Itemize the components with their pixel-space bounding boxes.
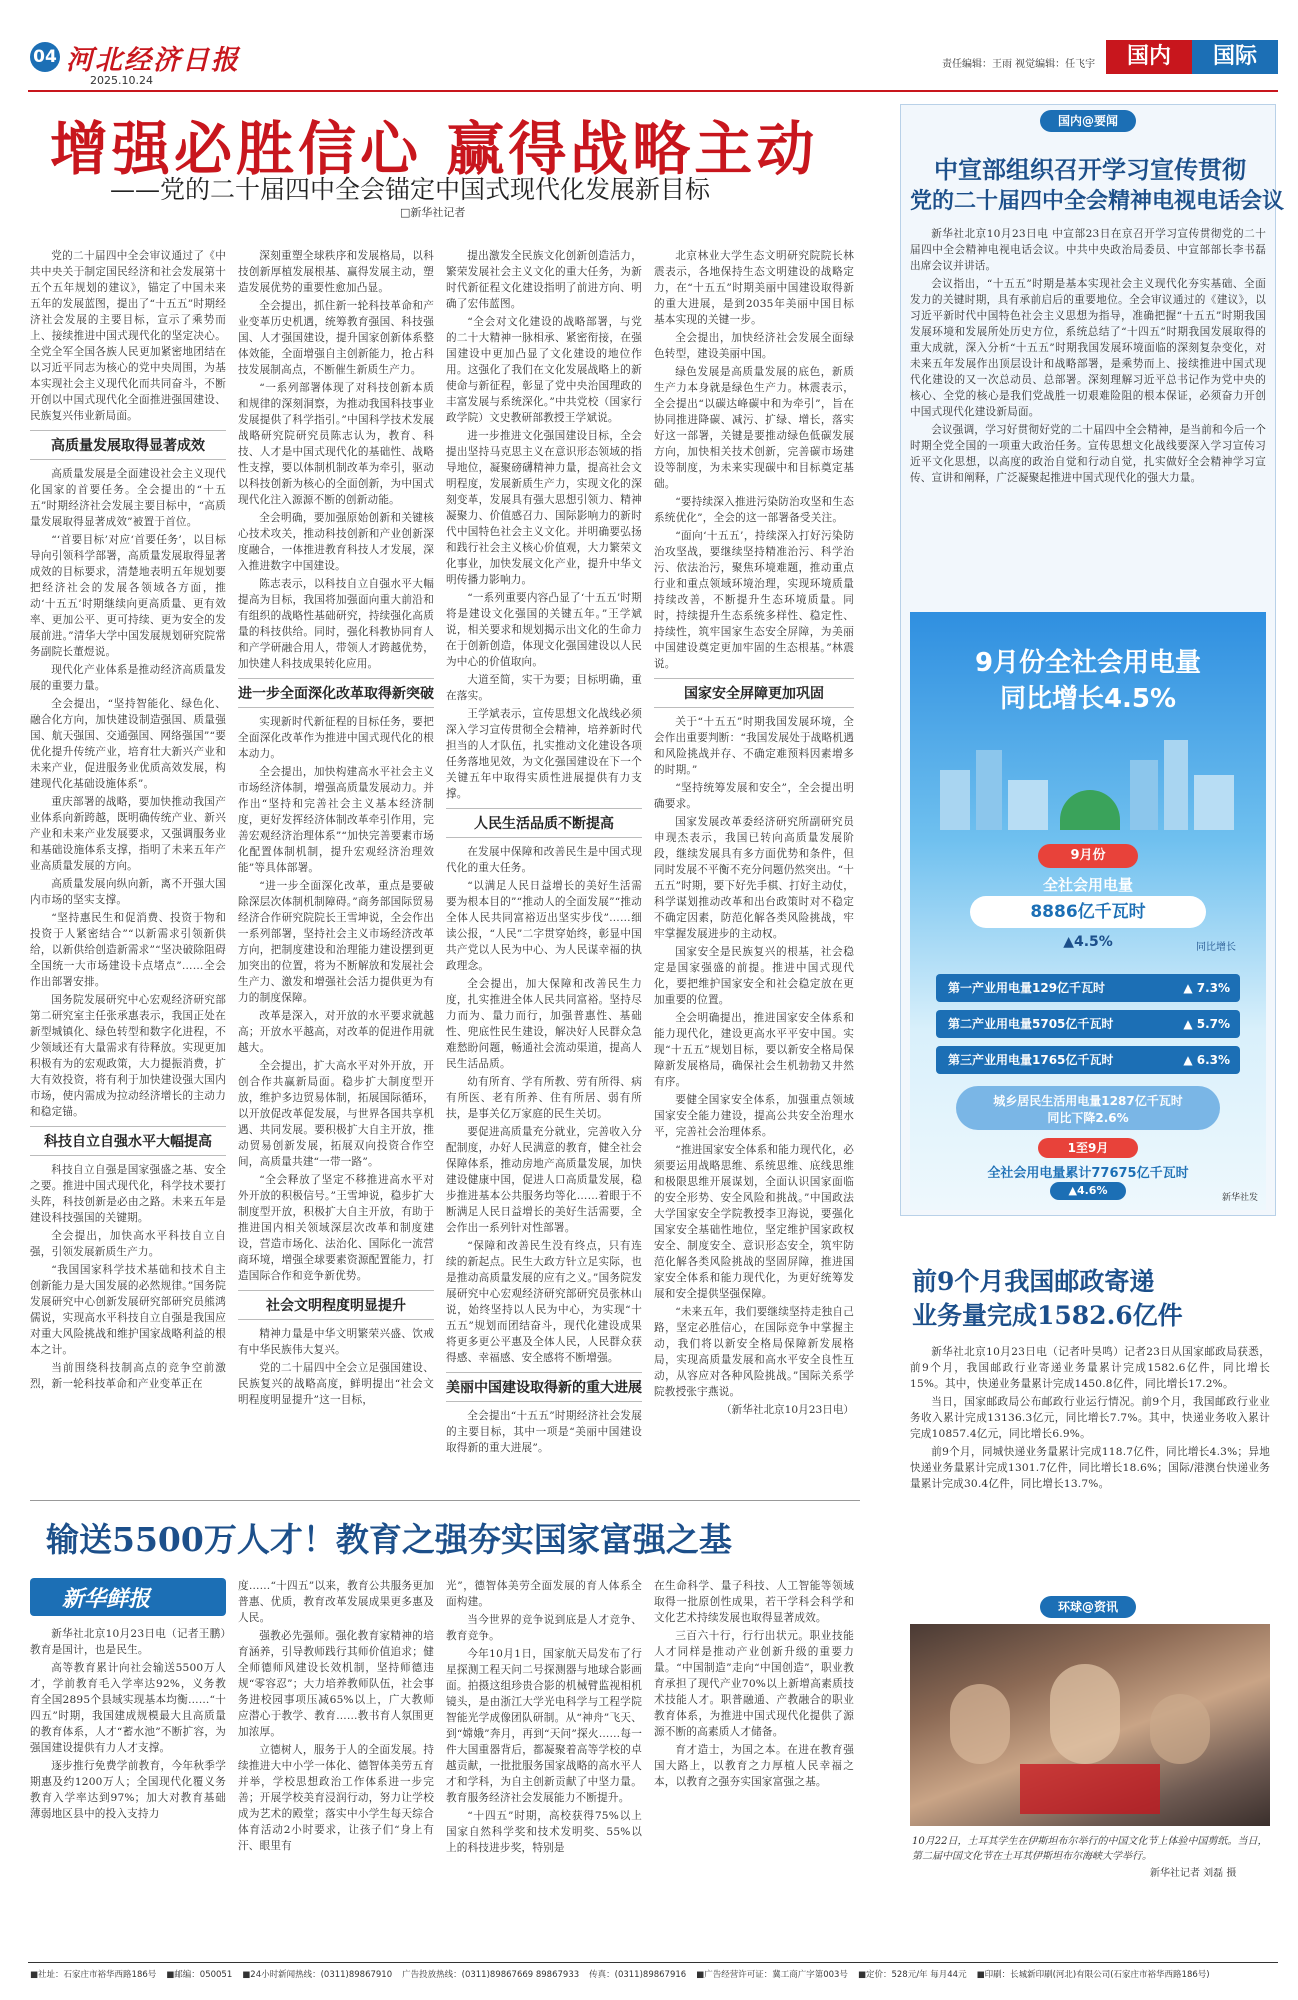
lead-paragraph: “一系列重要内容凸显了‘十五五’时期将是建设文化强国的关键五年。”王学斌说，相关要求和规划揭示出文化的生命力在于创新创造，体现文化强国建设以人民为中心的价值取向。 bbox=[446, 592, 642, 668]
lead-paragraph: 国家发展改革委经济研究所副研究员申现杰表示，我国已转向高质量发展阶段，继续发展具有多方面优势和条件，但同时发展不平衡不充分问题仍然突出。“十五五”时期，要下好先手棋、打好主动仗，科学谋划推动改革和出台政策时对不稳定不确定因素，防范化解各类风险挑战，牢牢掌握发展进步的主动权。 bbox=[654, 816, 854, 940]
domestic-news-badge: 国内@要闻 bbox=[1040, 110, 1136, 132]
lead-paragraph: 深刻重塑全球秩序和发展格局，以科技创新厚植发展根基、赢得发展主动，塑造发展优势的重要性愈加凸显。 bbox=[238, 250, 434, 294]
lead-paragraph: 要健全国家安全体系，加强重点领域国家安全能力建设，提高公共安全治理水平，完善社会治理体系。 bbox=[654, 1094, 854, 1138]
lead-paragraph: 实现新时代新征程的目标任务，要把全面深化改革作为推进中国式现代化的根本动力。 bbox=[238, 716, 434, 760]
news2-paragraph: 新华社北京10月23日电（记者叶昊鸣）记者23日从国家邮政局获悉，前9个月，我国邮政行业寄递业务量累计完成1582.6亿件，同比增长15%。其中，快递业务量累计完成1450.8亿件，同比增长17.2%。 bbox=[910, 1346, 1270, 1390]
lead-paragraph: 精神力量是中华文明繁荣兴盛、饮戒有中华民族伟大复兴。 bbox=[238, 1328, 434, 1356]
infographic-title-line1: 9月份全社会用电量 bbox=[974, 648, 1202, 678]
skyline-illustration bbox=[930, 730, 1246, 830]
lead-paragraph: “‘首要目标’对应‘首要任务’，以目标导向引领科学部署，高质量发展取得显著成效的目标要求，清楚地表明五年规划要把经济社会的发展各领域各方面，推动‘十五五’时期继续向更高质量、更有效率、更加公平、更可持续、更为安全的发展前进。”清华大学中国发展规划研究院常务副院长董煜说。 bbox=[30, 534, 226, 658]
lead-section-heading: 美丽中国建设取得新的重大进展 bbox=[446, 1372, 642, 1402]
lead-paragraph: 进一步推进文化强国建设目标，全会提出坚持马克思主义在意识形态领域的指导地位，凝聚磅礴精神力量，提高社会文明程度，发展新质生产力，实现文化的深刻变革，发展具有强大思想引领力、精神凝聚力、价值感召力、国际影响力的新时代中国特色社会主义文化。并明确要弘扬和践行社会主义核心价值观，大力繁荣文化事业，加快发展文化产业，提升中华文明传播力影响力。 bbox=[446, 430, 642, 586]
industry-row bbox=[936, 1046, 1240, 1074]
infographic-title-line2: 同比增长4.5% bbox=[999, 684, 1177, 714]
xinhua-flash-label: 新华鲜报 bbox=[62, 1586, 151, 1612]
industry-row-growth: ▲ 7.3% bbox=[1183, 981, 1230, 995]
total-value: 8886亿千瓦时 bbox=[970, 896, 1206, 928]
lead-paragraph: 高质量发展是全面建设社会主义现代化国家的首要任务。全会提出的“十五五”时期经济社会发展主要目标中，“高质量发展取得显著成效”被置于首位。 bbox=[30, 468, 226, 528]
edu-column-4 bbox=[654, 1578, 854, 1844]
news1-paragraph: 会议指出，“十五五”时期是基本实现社会主义现代化夯实基础、全面发力的关键时期，具有承前启后的重要地位。全会审议通过的《建议》，以习近平新时代中国特色社会主义思想为指导，准确把握“十五五”时期我国发展环境和发展所处历史方位，系统总结了“十四五”时期我国发展取得的重大成就，深入分析“十五五”时期我国发展环境面临的深刻复杂变化，对未来五年发展作出顶层设计和战略部署，是乘势而上、接续推进中国式现代化建设的又一次总动员、总部署。深刻理解习近平总书记作为党中央的核心、全党的核心是我们党战胜一切艰难险阻的根本保证，必须奋力开创中国式现代化建设新局面。 bbox=[910, 278, 1266, 418]
lead-paragraph: 科技自立自强是国家强盛之基、安全之要。推进中国式现代化，科学技术要打头阵，科技创新是必由之路。未来五年是建设科技强国的关键期。 bbox=[30, 1164, 226, 1224]
lead-paragraph: 重庆部署的战略，要加快推动我国产业体系向新跨越，既明确传统产业、新兴产业和未来产业发展要求，又强调服务业和基础设施体系支撑，指明了未来五年产业高质量发展的方向。 bbox=[30, 796, 226, 872]
lead-paragraph: 要促进高质量充分就业，完善收入分配制度，办好人民满意的教育，健全社会保障体系，推动房地产高质量发展，加快建设健康中国，促进人口高质量发展，稳步推进基本公共服务均等化……着眼于不断满足人民日益增长的美好生活需要，全会作出一系列针对性部署。 bbox=[446, 1126, 642, 1234]
lead-paragraph: 全会提出“十五五”时期经济社会发展的主要目标，其中一项是“美丽中国建设取得新的重大进展”。 bbox=[446, 1410, 642, 1454]
ytd-label: 全社会用电量累计77675亿千瓦时 bbox=[987, 1166, 1189, 1181]
xinhua-flash-badge bbox=[30, 1578, 226, 1616]
edu-column-3 bbox=[446, 1578, 642, 1854]
news1-body bbox=[910, 226, 1266, 602]
total-label: 全社会用电量 bbox=[1042, 876, 1133, 894]
lead-paragraph: 国务院发展研究中心宏观经济研究部第二研究室主任张承惠表示，我国正处在新型城镇化、绿色转型和数字化进程，不少领域还有大量需求有待释放。实现更加积极有为的宏观政策，大力提振消费，扩大有效投资，将有利于加快建设强大国内市场，使内需成为拉动经济增长的主动力和稳定锚。 bbox=[30, 994, 226, 1118]
edu-paragraph: 育才造士，为国之本。在进在教育强国大路上，以教育之力厚植人民幸福之本，以教育之强夯实国家富强之基。 bbox=[654, 1744, 854, 1788]
lead-paragraph: “以满足人民日益增长的美好生活需要为根本目的”“推动人的全面发展”“推动全体人民共同富裕迈出坚实步伐”……细读公报，“人民”二字贯穿始终，彰显中国共产党以人民为中心、为人民谋幸福的执政理念。 bbox=[446, 880, 642, 972]
yoy-tag: 同比增长 bbox=[1196, 942, 1236, 953]
news2-title-line1: 前9个月我国邮政寄递 bbox=[912, 1267, 1155, 1296]
lead-paragraph: “一系列部署体现了对科技创新本质和规律的深刻洞察，为推动我国科技事业发展提供了科学指引。”中国科学技术发展战略研究院研究员陈志认为，教育、科技、人才是中国式现代化的基础性、战略性支撑，要以体制机制改革为牵引，驱动以科技创新为核心的全面创新，为中国式现代化注入源源不断的创新动能。 bbox=[238, 382, 434, 506]
edu-paragraph: “十四五”时期，高校获得75%以上国家自然科学奖和技术发明奖、55%以上的科技进步奖，特别是 bbox=[446, 1810, 642, 1854]
news2-title-line2: 业务量完成1582.6亿件 bbox=[912, 1301, 1183, 1330]
edu-column-1 bbox=[30, 1626, 226, 1844]
footer-item: ■印刷：长城新印刷(河北)有限公司(石家庄市裕华西路186号) bbox=[976, 1970, 1210, 1980]
month-tag: 9月份 bbox=[1038, 844, 1138, 868]
lead-headline: 增强必胜信心 赢得战略主动 bbox=[50, 115, 819, 183]
news1-paragraph: 会议强调，学习好贯彻好党的二十届四中全会精神，是当前和今后一个时期全党全国的一项重大政治任务。宣传思想文化战线要深入学习宣传习近平文化思想，以高度的政治自觉和行动自觉，扎实做好全会精神学习宣传、宣讲和阐释，广泛凝聚起推进中国式现代化的强大力量。 bbox=[910, 424, 1266, 484]
lead-paragraph: 全会提出，加快构建高水平社会主义市场经济体制，增强高质量发展动力。并作出“坚持和完善社会主义基本经济制度，更好发挥经济体制改革牵引作用，完善宏观经济治理体系”“加快完善要素市场化配置体制机制，提升宏观经济治理效能”等具体部署。 bbox=[238, 766, 434, 874]
footer-item: ■邮编：050051 bbox=[166, 1970, 233, 1980]
tab-domestic[interactable]: 国内 bbox=[1106, 40, 1192, 74]
edu-paragraph: 今年10月1日，国家航天局发布了行星探测工程天问二号探测器与地球合影画面。拍摄这组珍贵合影的机械臂监视相机镜头，是由浙江大学光电科学与工程学院智能光学成像团队研制。从“神舟”飞天、到“嫦娥”奔月，再到“天问”探火……每一件大国重器背后，都凝聚着高等学校的卓越贡献，一批批服务国家战略的高水平人才和学科，为自主创新贡献了中坚力量。教育服务经济社会发展能力不断提升。 bbox=[446, 1648, 642, 1804]
lead-paragraph: 国家安全是民族复兴的根基，社会稳定是国家强盛的前提。推进中国式现代化，要把维护国家安全和社会稳定放在更加重要的位置。 bbox=[654, 946, 854, 1006]
news2-paragraph: 前9个月，同城快递业务量累计完成118.7亿件，同比增长4.3%；异地快递业务量累计完成1301.7亿件，同比增长18.6%；国际/港澳台快递业务量累计完成30.4亿件，同比增长13.7%。 bbox=[910, 1446, 1270, 1490]
news-photo bbox=[910, 1624, 1270, 1826]
edu-paragraph: 光”，德智体美劳全面发展的育人体系全面构建。 bbox=[446, 1580, 642, 1608]
lead-paragraph: 北京林业大学生态文明研究院院长林震表示，各地保持生态文明建设的战略定力，在“十五五”时期美丽中国建设取得新的重大进展，是到2035年美丽中国目标基本实现的关键一步。 bbox=[654, 250, 854, 326]
footer-item: 传真：(0311)89867916 bbox=[589, 1970, 687, 1980]
page-number-badge: 04 bbox=[30, 42, 60, 72]
edu-paragraph: 当今世界的竞争说到底是人才竞争、教育竞争。 bbox=[446, 1614, 642, 1642]
ytd-tag: 1至9月 bbox=[1038, 1138, 1138, 1158]
industry-row bbox=[936, 974, 1240, 1002]
lead-paragraph: 改革是深入，对开放的水平要求就越高；开放水平越高，对改革的促进作用就越大。 bbox=[238, 1010, 434, 1054]
industry-row bbox=[936, 1010, 1240, 1038]
lead-subhead: ——党的二十届四中全会锚定中国式现代化发展新目标 bbox=[110, 175, 711, 204]
lead-paragraph: “坚持统筹发展和安全”，全会提出明确要求。 bbox=[654, 782, 854, 810]
lead-paragraph: 党的二十届四中全会立足强国建设、民族复兴的战略高度，鲜明提出“社会文明程度明显提升”这一目标， bbox=[238, 1362, 434, 1406]
lead-section-heading: 高质量发展取得显著成效 bbox=[30, 430, 226, 460]
total-growth: ▲4.5% bbox=[1063, 934, 1113, 950]
infographic-credit: 新华社发 bbox=[1221, 1193, 1258, 1203]
lead-section-heading: 科技自立自强水平大幅提高 bbox=[30, 1126, 226, 1156]
lead-paragraph: 在发展中保障和改善民生是中国式现代化的重大任务。 bbox=[446, 846, 642, 874]
lead-paragraph: 大道至简，实干为要；目标明确，重在落实。 bbox=[446, 674, 642, 702]
lead-section-heading: 人民生活品质不断提高 bbox=[446, 808, 642, 838]
footer-item: ■定价：528元/年 每月44元 bbox=[857, 1970, 967, 1980]
lead-paragraph: 全会提出，加快高水平科技自立自强，引领发展新质生产力。 bbox=[30, 1230, 226, 1258]
photo-credit: 新华社记者 刘磊 摄 bbox=[1150, 1868, 1237, 1879]
lead-byline: □新华社记者 bbox=[400, 206, 466, 219]
lead-paragraph: 现代化产业体系是推动经济高质量发展的重要力量。 bbox=[30, 664, 226, 692]
lead-section-heading: 进一步全面深化改革取得新突破 bbox=[238, 678, 434, 708]
lead-paragraph: “全会对文化建设的战略部署，与党的二十大精神一脉相承、紧密衔接，在强国建设中更加凸显了文化建设的地位作用。这强化了我们在文化发展战略上的新使命与新征程，彰显了党中央治国理政的丰富发展与系统深化。”中共党校（国家行政学院）文史教研部教授王学斌说。 bbox=[446, 316, 642, 424]
lead-paragraph: “进一步全面深化改革，重点是要破除深层次体制机制障碍。”商务部国际贸易经济合作研究院院长王雪坤说，全会作出一系列部署，坚持社会主义市场经济改革方向，把制度建设和治理能力建设摆到更加突出的位置，将为不断解放和发展社会生产力、激发和增强社会活力提供更为有力的制度保障。 bbox=[238, 880, 434, 1004]
residential-line2: 同比下降2.6% bbox=[1047, 1111, 1129, 1125]
lead-paragraph: 高质量发展向纵向新，离不开强大国内市场的坚实支撑。 bbox=[30, 878, 226, 906]
industry-row-growth: ▲ 6.3% bbox=[1183, 1053, 1230, 1067]
lead-section-heading: 国家安全屏障更加巩固 bbox=[654, 678, 854, 708]
lead-paragraph: 当前围绕科技制高点的竞争空前激烈，新一轮科技革命和产业变革正在 bbox=[30, 1362, 226, 1390]
industry-row-label: 第三产业用电量1765亿千瓦时 bbox=[948, 1053, 1114, 1067]
ytd-growth: ▲4.6% bbox=[1050, 1182, 1126, 1200]
footer-bar bbox=[30, 1968, 1276, 1986]
lead-paragraph: “我国国家科学技术基础和技术自主创新能力是大国发展的必然规律。”国务院发展研究中心创新发展研究部研究员熊鸿儒说，实现高水平科技自立自强是我国应对重大风险挑战和维护国家战略利益的根本之计。 bbox=[30, 1264, 226, 1356]
edu-paragraph: 新华社北京10月23日电（记者王鹏）教育是国计，也是民生。 bbox=[30, 1628, 226, 1656]
footer-rule bbox=[28, 1962, 1278, 1963]
world-news-badge: 环球@资讯 bbox=[1040, 1596, 1136, 1618]
news1-paragraph: 新华社北京10月23日电 中宣部23日在京召开学习宣传贯彻党的二十届四中全会精神电视电话会议。中共中央政治局委员、中宣部部长李书磊出席会议并讲话。 bbox=[910, 228, 1266, 272]
edu-paragraph: 逐步推行免费学前教育，今年秋季学期惠及约1200万人；全国现代化覆义务教育入学率达到97%；加大对教育基础薄弱地区县中的投入支持力 bbox=[30, 1760, 226, 1820]
edu-paragraph: 在生命科学、量子科技、人工智能等领域取得一批原创性成果，若干学科会科学和文化艺术持续发展也取得显著成效。 bbox=[654, 1580, 854, 1624]
lead-paragraph: 全会提出，抓住新一轮科技革命和产业变革历史机遇，统筹教育强国、科技强国、人才强国建设，提升国家创新体系整体效能，全面增强自主创新能力，抢占科技发展制高点，不断催生新质生产力。 bbox=[238, 300, 434, 376]
paper-name: 河北经济日报 bbox=[66, 45, 240, 76]
issue-date: 2025.10.24 bbox=[90, 74, 153, 87]
edu-column-2 bbox=[238, 1578, 434, 1852]
lead-paragraph: 王学斌表示，宣传思想文化战线必须深入学习宣传贯彻全会精神，培养新时代担当的人才队伍，扎实推动文化建设各项任务落地见效，为文化强国建设在下一个关键五年中取得实质性进展提供有力支撑。 bbox=[446, 708, 642, 800]
industry-row-label: 第二产业用电量5705亿千瓦时 bbox=[948, 1017, 1114, 1031]
lead-paragraph: “面向‘十五五’，持续深入打好污染防治攻坚战，要继续坚持精准治污、科学治污、依法治污，聚焦环境难题，推动重点行业和重点领域环境治理，实现环境质量持续改善，不断提升生态环境质量。同时，持续提升生态系统多样性、稳定性、持续性，筑牢国家生态安全屏障，为美丽中国建设奠定更加牢固的生态根基。”林震说。 bbox=[654, 530, 854, 670]
lead-paragraph: 全会提出，“坚持智能化、绿色化、融合化方向，加快建设制造强国、质量强国、航天强国、交通强国、网络强国”“要优化提升传统产业，培育壮大新兴产业和未来产业，促进服务业优质高效发展，构建现代化基础设施体系”。 bbox=[30, 698, 226, 790]
lead-paragraph: 全会提出，扩大高水平对外开放，开创合作共赢新局面。稳步扩大制度型开放，维护多边贸易体制，拓展国际循环，以开放促改革促发展，与世界各国共享机遇、共同发展。要积极扩大自主开放，推动贸易创新发展，拓展双向投资合作空间，高质量共建“一带一路”。 bbox=[238, 1060, 434, 1168]
edu-paragraph: 立德树人，服务于人的全面发展。持续推进大中小学一体化、德智体美劳五育并举，学校思想政治工作体系进一步完善；开展学校美育浸润行动，努力让学校成为艺术的殿堂；落实中小学生每天综合体育活动2小时要求，让孩子们“身上有汗、眼里有 bbox=[238, 1744, 434, 1852]
edu-headline: 输送5500万人才！教育之强夯实国家富强之基 bbox=[46, 1520, 732, 1559]
footer-item: ■广告经营许可证：冀工商广字第003号 bbox=[696, 1970, 848, 1980]
news2-body bbox=[910, 1344, 1270, 1584]
lead-section-heading: 社会文明程度明显提升 bbox=[238, 1290, 434, 1320]
industry-row-growth: ▲ 5.7% bbox=[1183, 1017, 1230, 1031]
photo-caption: 10月22日，土耳其学生在伊斯坦布尔举行的中国文化节上体验中国剪纸。当日，第二届中国文化节在土耳其伊斯坦布尔海峡大学举行。 bbox=[912, 1836, 1268, 1862]
news1-title-line1: 中宣部组织召开学习宣传贯彻 bbox=[934, 155, 1246, 184]
news1-title-line2: 党的二十届四中全会精神电视电话会议 bbox=[910, 188, 1285, 214]
lead-paragraph: 党的二十届四中全会审议通过了《中共中央关于制定国民经济和社会发展第十五个五年规划的建议》，锚定了中国未来五年的发展蓝图，提出了“十五五”时期经济社会发展的主要目标，宣示了乘势而上、接续推进中国式现代化的坚定决心。全党全军全国各族人民更加紧密地团结在以习近平同志为核心的党中央周围，为基本实现社会主义现代化而共同奋斗，不断开创以中国式现代化全面推进强国建设、民族复兴伟业新局面。 bbox=[30, 250, 226, 422]
lead-paragraph: 全会明确，要加强原始创新和关键核心技术攻关，推动科技创新和产业创新深度融合，一体推进教育科技人才发展，深入推进数字中国建设。 bbox=[238, 512, 434, 572]
residential-line1: 城乡居民生活用电量1287亿千瓦时 bbox=[993, 1094, 1183, 1108]
editors-line: 责任编辑：王雨 视觉编辑：任飞宇 bbox=[942, 59, 1096, 70]
lead-paragraph: 全会提出，加快经济社会发展全面绿色转型，建设美丽中国。 bbox=[654, 332, 854, 360]
lead-paragraph: 提出激发全民族文化创新创造活力，繁荣发展社会主义文化的重大任务，为新时代新征程文化建设指明了前进方向、明确了宏伟蓝图。 bbox=[446, 250, 642, 310]
lead-paragraph: 绿色发展是高质量发展的底色，新质生产力本身就是绿色生产力。林震表示，全会提出“以碳达峰碳中和为牵引”，旨在协同推进降碳、减污、扩绿、增长，落实好这一部署，关键是要推动绿色低碳发展方向，加快相关技术创新，完善碳市场建设等制度，为未来实现碳中和目标奠定基础。 bbox=[654, 366, 854, 490]
lead-paragraph: “保障和改善民生没有终点，只有连续的新起点。民生大政方针立足实际，也是推动高质量发展的应有之义。”国务院发展研究中心宏观经济研究部研究员张林山说，始终坚持以人民为中心，为实现“十五五”规划而团结奋斗，现代化建设成果将更多更公平惠及全体人民，人民群众获得感、幸福感、安全感将不断增强。 bbox=[446, 1240, 642, 1364]
lead-paragraph: 关于“十五五”时期我国发展环境，全会作出重要判断：“我国发展处于战略机遇和风险挑战并存、不确定难预料因素增多的时期。” bbox=[654, 716, 854, 776]
residential-box bbox=[956, 1086, 1220, 1130]
footer-item: ■24小时新闻热线：(0311)89867910 bbox=[242, 1970, 393, 1980]
edu-paragraph: 高等教育累计向社会输送5500万人才，学前教育毛入学率达92%，义务教育全国2895个县域实现基本均衡……“十四五”时期，我国建成规模最大且高质量的教育体系，人才“蓄水池”不断扩容，为强国建设提供有力人才支撑。 bbox=[30, 1662, 226, 1754]
news2-paragraph: 当日，国家邮政局公布邮政行业运行情况。前9个月，我国邮政行业业务收入累计完成13136.3亿元，同比增长7.7%。其中，快递业务收入累计完成10857.4亿元，同比增长6.9%。 bbox=[910, 1396, 1270, 1440]
footer-item: 广告投放热线：(0311)89867669 89867933 bbox=[402, 1970, 580, 1980]
power-infographic bbox=[910, 612, 1266, 1210]
edu-paragraph: 度……“十四五”以来，教育公共服务更加普惠、优质，教育改革发展成果更多惠及人民。 bbox=[238, 1580, 434, 1624]
lead-paragraph: 全会明确提出，推进国家安全体系和能力现代化，建设更高水平平安中国。实现“十五五”规划目标，要以新安全格局保障新发展格局，确保社会生机勃勃又井然有序。 bbox=[654, 1012, 854, 1088]
lead-paragraph: “推进国家安全体系和能力现代化，必须要运用战略思维、系统思维、底线思维和极限思维开展谋划，全面认识国家面临的安全形势、安全风险和挑战。”中国政法大学国家安全学院教授李卫海说，要强化国家安全基础性地位，坚定维护国家政权安全、制度安全、意识形态安全，筑牢防范化解各类风险挑战的坚固屏障，推进国家安全体系和能力现代化，为更好统筹发展和安全提供坚强保障。 bbox=[654, 1144, 854, 1300]
footer-item: ■社址：石家庄市裕华西路186号 bbox=[30, 1970, 157, 1980]
lead-dateline: （新华社北京10月23日电） bbox=[721, 1404, 854, 1416]
lead-paragraph: 陈志表示，以科技自立自强水平大幅提高为目标，我国将加强面向重大前沿和有组织的战略性基础研究，持续强化高质量的科技供给。同时，强化科教协同育人和产学研融合用人，带领人才跨越优势，加快建人科技成果转化应用。 bbox=[238, 578, 434, 670]
lead-paragraph: “全会释放了坚定不移推进高水平对外开放的积极信号。”王雪坤说，稳步扩大制度型开放，积极扩大自主开放，有助于推进国内相关领域深层次改革和制度建设，营造市场化、法治化、国际化一流营商环境，增强全球要素资源配置能力，打造国际合作和竞争新优势。 bbox=[238, 1174, 434, 1282]
lead-paragraph: 幼有所育、学有所教、劳有所得、病有所医、老有所养、住有所居、弱有所扶，是事关亿万家庭的民生关切。 bbox=[446, 1076, 642, 1120]
lead-paragraph: “未来五年，我们要继续坚持走独自己路，坚定必胜信心，在国际竞争中掌握主动，我们将以新安全格局保障新发展格局，实现高质量发展和高水平安全良性互动，从容应对各种风险挑战。”国际关系学院教授张宇燕说。 bbox=[654, 1306, 854, 1398]
lead-paragraph: “坚持惠民生和促消费、投资于物和投资于人紧密结合”“以新需求引领新供给，以新供给创造新需求”“坚决破除阻碍全国统一大市场建设卡点堵点”……全会作出部署安排。 bbox=[30, 912, 226, 988]
tab-international[interactable]: 国际 bbox=[1192, 40, 1278, 74]
masthead-rule bbox=[28, 90, 1278, 92]
industry-row-label: 第一产业用电量129亿千瓦时 bbox=[948, 981, 1106, 995]
edu-paragraph: 强教必先强师。强化教育家精神的培育涵养，引导教师践行其师价值追求；健全师德师风建设长效机制，坚持师德违规“零容忍”；大力培养教师队伍，社会事务进校园事项压减65%以上，广大教师应潜心于教学、教育……教书育人氛围更加浓厚。 bbox=[238, 1630, 434, 1738]
lead-paragraph: “要持续深入推进污染防治攻坚和生态系统优化”，全会的这一部署备受关注。 bbox=[654, 496, 854, 524]
lead-paragraph: 全会提出，加大保障和改善民生力度，扎实推进全体人民共同富裕。坚持尽力而为、量力而行，加强普惠性、基础性、兜底性民生建设，解决好人民群众急难愁盼问题，畅通社会流动渠道，提高人民生活品质。 bbox=[446, 978, 642, 1070]
edu-paragraph: 三百六十行，行行出状元。职业技能人才同样是推动产业创新升级的重要力量。“中国制造”走向“中国创造”，职业教育承担了现代产业70%以上新增高素质技术技能人才。职普融通、产教融合的职业教育体系，为推进中国式现代化提供了源源不断的高素质人才储备。 bbox=[654, 1630, 854, 1738]
edu-top-rule bbox=[30, 1500, 860, 1501]
